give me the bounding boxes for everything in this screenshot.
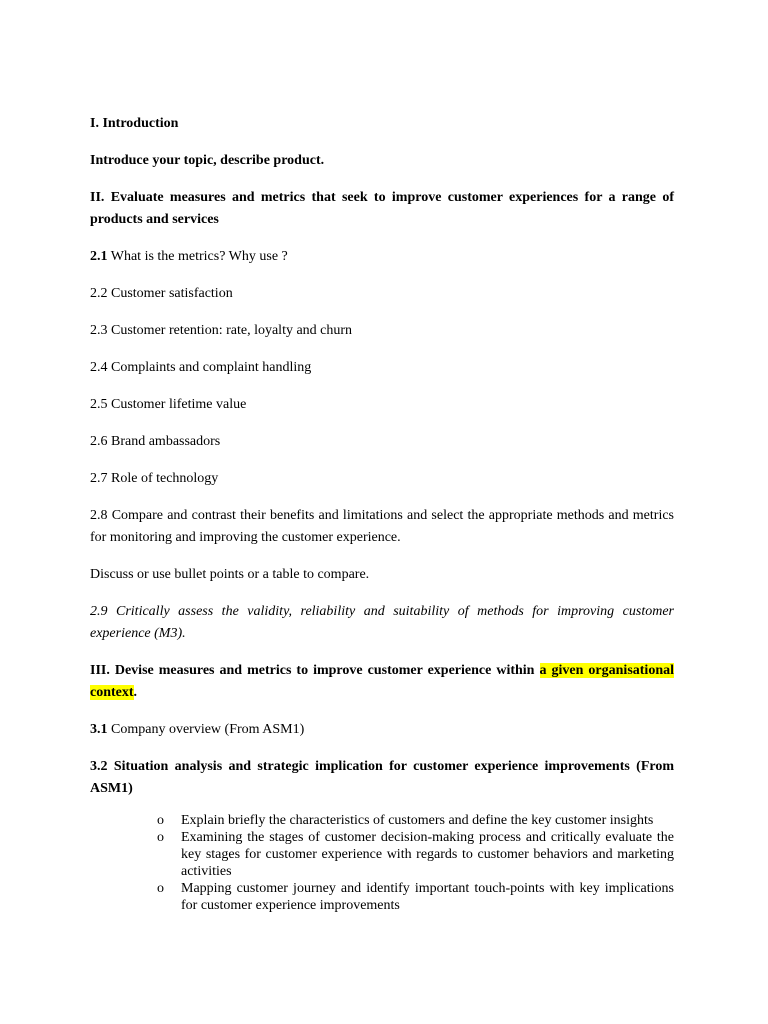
item-2-9: 2.9 Critically assess the validity, reliability and suitability of methods for improving customer experience (M3). bbox=[90, 604, 674, 641]
item-2-8: 2.8 Compare and contrast their benefits and limitations and select the appropriate methods and metrics for monitoring and improving the customer experience. bbox=[90, 508, 674, 545]
discuss-note: Discuss or use bullet points or a table to compare. bbox=[90, 567, 370, 582]
section-3-heading-text: III. Devise measures and metrics to improve customer experience within bbox=[90, 663, 540, 678]
bullet-text: Examining the stages of customer decision-making process and critically evaluate the key stages for customer experience with regards to customer behaviors and marketing activities bbox=[181, 830, 674, 879]
item-2-1-number: 2.1 bbox=[90, 249, 108, 264]
section-3-heading-period: . bbox=[133, 685, 138, 700]
list-item bbox=[157, 880, 674, 914]
item-3-1-text: Company overview (From ASM1) bbox=[107, 722, 305, 737]
bullet-text: Explain briefly the characteristics of customers and define the key customer insights bbox=[181, 813, 654, 828]
bullet-marker: o bbox=[157, 830, 164, 845]
item-2-4: 2.4 Complaints and complaint handling bbox=[90, 360, 312, 375]
list-item bbox=[157, 812, 674, 829]
bullet-list bbox=[90, 812, 674, 914]
item-2-7: 2.7 Role of technology bbox=[90, 471, 219, 486]
section-2-heading: II. Evaluate measures and metrics that seek to improve customer experiences for a range of products and services bbox=[90, 190, 674, 227]
item-2-6: 2.6 Brand ambassadors bbox=[90, 434, 221, 449]
item-3-1 bbox=[90, 719, 674, 741]
item-2-2: 2.2 Customer satisfaction bbox=[90, 286, 233, 301]
item-2-1-text: What is the metrics? Why use ? bbox=[107, 249, 288, 264]
item-2-5: 2.5 Customer lifetime value bbox=[90, 397, 247, 412]
intro-text: Introduce your topic, describe product. bbox=[90, 153, 325, 168]
intro-heading: I. Introduction bbox=[90, 116, 179, 131]
list-item bbox=[157, 829, 674, 880]
item-3-2: 3.2 Situation analysis and strategic implication for customer experience improvements (From ASM1) bbox=[90, 759, 674, 796]
bullet-marker: o bbox=[157, 813, 164, 828]
section-3-heading bbox=[90, 660, 674, 704]
bullet-marker: o bbox=[157, 881, 164, 896]
highlighted-phrase: a given organisational context bbox=[90, 663, 674, 700]
item-3-1-number: 3.1 bbox=[90, 722, 108, 737]
item-2-1 bbox=[90, 246, 674, 268]
item-2-3: 2.3 Customer retention: rate, loyalty and churn bbox=[90, 323, 353, 338]
bullet-text: Mapping customer journey and identify important touch-points with key implications for customer experience improvements bbox=[181, 881, 674, 913]
document-page bbox=[90, 113, 674, 914]
